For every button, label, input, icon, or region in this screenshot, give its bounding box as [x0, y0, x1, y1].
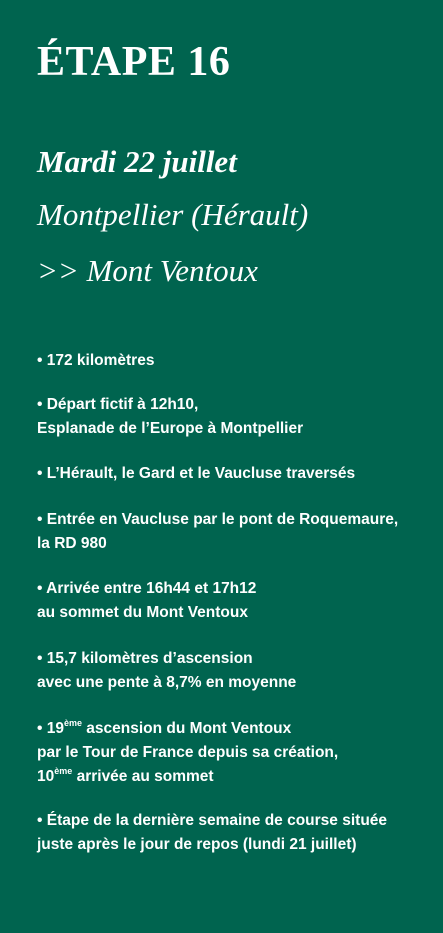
fact-climb-line-1: • 15,7 kilomètres d’ascension	[37, 650, 253, 667]
fact-start	[37, 393, 427, 441]
fact-arrival-time	[37, 577, 427, 625]
fact-ascent-history	[37, 717, 427, 789]
ascent-prefix: • 19	[37, 720, 64, 737]
fact-distance	[37, 349, 427, 373]
summit-number: 10	[37, 768, 55, 785]
ascent-rest: ascension du Mont Ventoux	[82, 720, 292, 737]
summit-ordinal-suffix: ème	[54, 765, 73, 776]
fact-start-line-1: • Départ fictif à 12h10,	[37, 396, 199, 413]
fact-arrival-line-2: au sommet du Mont Ventoux	[37, 604, 248, 621]
summit-rest: arrivée au sommet	[72, 768, 214, 785]
ascent-ordinal-suffix: ème	[63, 717, 82, 728]
fact-ascent-line-3	[37, 765, 427, 789]
fact-vaucluse-entry	[37, 508, 427, 556]
fact-departments-text: • L’Hérault, le Gard et le Vaucluse traversés	[37, 465, 356, 482]
fact-entry-line-1: • Entrée en Vaucluse par le pont de Roquemaure,	[37, 511, 399, 528]
fact-arrival-line-1: • Arrivée entre 16h44 et 17h12	[37, 580, 257, 597]
stage-date: Mardi 22 juillet	[37, 144, 237, 179]
fact-distance-text: • 172 kilomètres	[37, 352, 155, 369]
stage-title: ÉTAPE 16	[37, 39, 231, 85]
fact-climb	[37, 647, 427, 695]
fact-ascent-line-2: par le Tour de France depuis sa création,	[37, 744, 339, 761]
fact-entry-line-2: la RD 980	[37, 535, 107, 552]
stage-facts-list	[37, 349, 427, 857]
fact-week-line-1: • Étape de la dernière semaine de course située	[37, 812, 388, 829]
arrival-destination: >> Mont Ventoux	[37, 253, 258, 288]
fact-start-line-2: Esplanade de l’Europe à Montpellier	[37, 420, 304, 437]
fact-week-line-2: juste après le jour de repos (lundi 21 juillet)	[37, 836, 357, 853]
fact-ascent-line-1	[37, 717, 427, 741]
fact-climb-line-2: avec une pente à 8,7% en moyenne	[37, 674, 297, 691]
fact-departments	[37, 462, 427, 486]
fact-last-week	[37, 809, 427, 857]
departure-city: Montpellier (Hérault)	[37, 197, 309, 232]
